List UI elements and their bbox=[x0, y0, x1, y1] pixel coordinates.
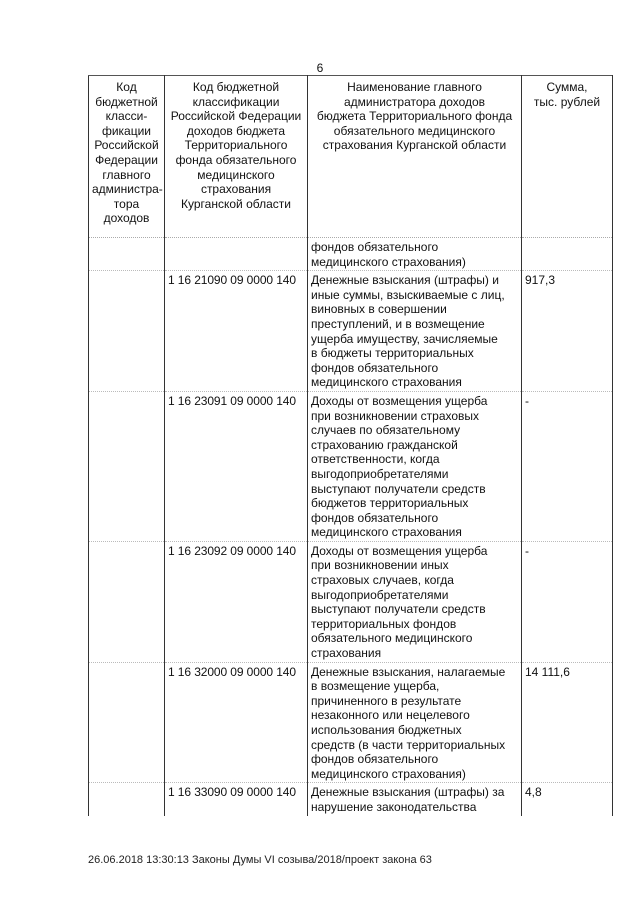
cell-admin-code bbox=[89, 271, 165, 392]
cell-admin-code bbox=[89, 783, 165, 816]
cell-amount: - bbox=[522, 391, 613, 541]
cell-revenue-code: 1 16 21090 09 0000 140 bbox=[165, 271, 308, 392]
page-number: 6 bbox=[316, 61, 324, 75]
cell-admin-code bbox=[89, 662, 165, 783]
cell-amount bbox=[522, 238, 613, 271]
table-row bbox=[89, 783, 613, 816]
table-row bbox=[89, 271, 613, 392]
header-amount: Сумма, тыс. рублей bbox=[522, 76, 613, 238]
header-revenue-code: Код бюджетной классификации Российской Федерации доходов бюджета Территориального фонда обязательного медицинского страхования Курганской области bbox=[165, 76, 308, 238]
table-row bbox=[89, 541, 613, 662]
cell-revenue-code: 1 16 23091 09 0000 140 bbox=[165, 391, 308, 541]
cell-name: Денежные взыскания (штрафы) за нарушение законодательства bbox=[308, 783, 522, 816]
cell-revenue-code bbox=[165, 238, 308, 271]
cell-revenue-code: 1 16 23092 09 0000 140 bbox=[165, 541, 308, 662]
cell-revenue-code: 1 16 33090 09 0000 140 bbox=[165, 783, 308, 816]
cell-name: Доходы от возмещения ущерба при возникновении иных страховых случаев, когда выгодоприобретателями выступают получатели средств территориальных фондов обязательного медицинского страхования bbox=[308, 541, 522, 662]
cell-amount: 14 111,6 bbox=[522, 662, 613, 783]
header-administrator-name: Наименование главного администратора доходов бюджета Территориального фонда обязательного медицинского страхования Курганской области bbox=[308, 76, 522, 238]
cell-amount: - bbox=[522, 541, 613, 662]
cell-amount: 917,3 bbox=[522, 271, 613, 392]
cell-admin-code bbox=[89, 238, 165, 271]
cell-amount: 4,8 bbox=[522, 783, 613, 816]
cell-name: Денежные взыскания, налагаемые в возмещение ущерба, причиненного в результате незаконного или нецелевого использования бюджетных средств (в части территориальных фондов обязательного медицинского страхования) bbox=[308, 662, 522, 783]
cell-revenue-code: 1 16 32000 09 0000 140 bbox=[165, 662, 308, 783]
table-header-row bbox=[89, 76, 613, 238]
table-row bbox=[89, 391, 613, 541]
cell-name: Денежные взыскания (штрафы) и иные суммы, взыскиваемые с лиц, виновных в совершении преступлений, и в возмещение ущерба имуществу, зачисляемые в бюджеты территориальных фондов обязательного медицинского страхования bbox=[308, 271, 522, 392]
table-row bbox=[89, 662, 613, 783]
cell-name: Доходы от возмещения ущерба при возникновении страховых случаев по обязательному страхованию гражданской ответственности, когда выгодоприобретателями выступают получатели средств бюджетов территориальных фондов обязательного медицинского страхования bbox=[308, 391, 522, 541]
cell-name: фондов обязательного медицинского страхования) bbox=[308, 238, 522, 271]
cell-admin-code bbox=[89, 391, 165, 541]
document-footer: 26.06.2018 13:30:13 Законы Думы VI созыва/2018/проект закона 63 bbox=[88, 854, 432, 866]
revenue-code-table bbox=[88, 75, 613, 816]
table-row-continuation bbox=[89, 238, 613, 271]
header-admin-code: Код бюджетной класси- фикации Российской Федерации главного администра- тора доходов bbox=[89, 76, 165, 238]
cell-admin-code bbox=[89, 541, 165, 662]
